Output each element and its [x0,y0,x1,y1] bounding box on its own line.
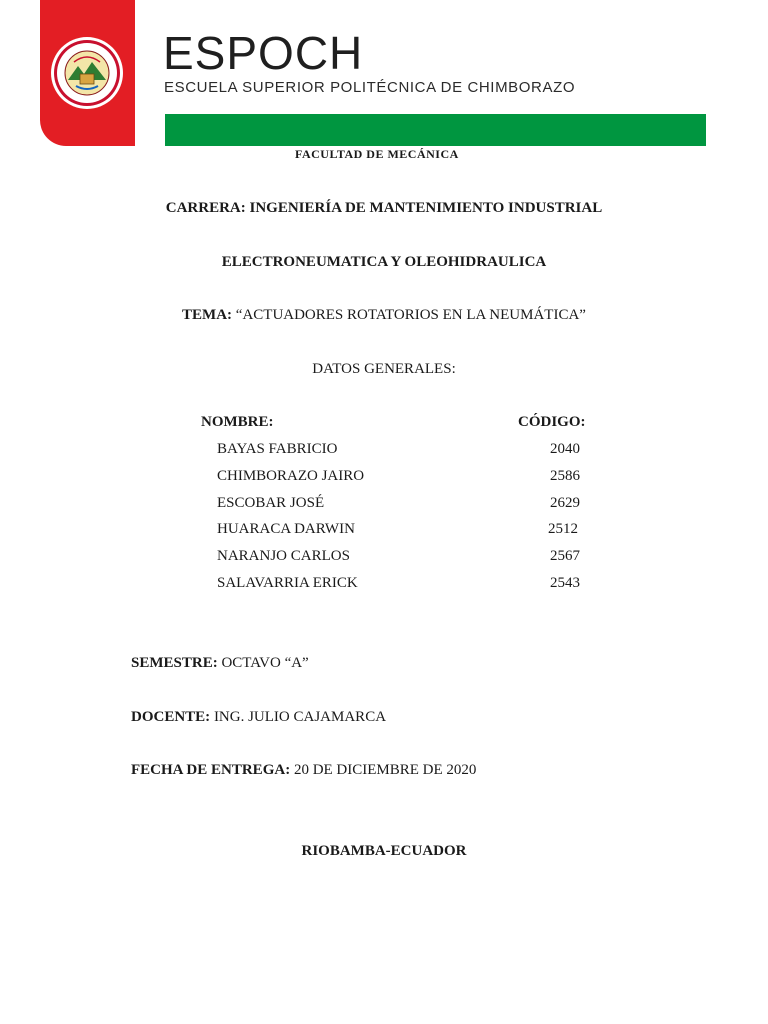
student-name: SALAVARRIA ERICK [217,575,358,591]
topic-line [0,307,768,324]
name-column-header: NOMBRE: [201,414,274,430]
topic-label: TEMA: [182,307,233,323]
student-name: HUARACA DARWIN [217,521,355,537]
delivery-date-value: 20 DE DICIEMBRE DE 2020 [290,762,477,778]
teacher-label: DOCENTE: [131,709,211,725]
brand-subtitle: ESCUELA SUPERIOR POLITÉCNICA DE CHIMBORAZO [164,79,576,96]
student-code: 2543 [550,575,580,591]
header-green-bar [165,114,706,146]
student-code: 2567 [550,548,580,564]
delivery-date-line [131,762,476,779]
topic-value: “ACTUADORES ROTATORIOS EN LA NEUMÁTICA” [232,307,586,323]
student-name: NARANJO CARLOS [217,548,350,564]
teacher-line [131,709,386,726]
student-code: 2512 [548,521,578,537]
student-code: 2586 [550,468,580,484]
university-seal-icon [50,36,124,110]
clipped-heading [295,147,473,161]
general-data-heading: DATOS GENERALES: [312,361,456,377]
semester-line [131,655,309,672]
subject-line: ELECTRONEUMATICA Y OLEOHIDRAULICA [221,254,547,270]
semester-value: OCTAVO “A” [217,655,309,671]
student-name: BAYAS FABRICIO [217,441,338,457]
student-name: ESCOBAR JOSÉ [217,495,325,511]
code-column-header: CÓDIGO: [518,414,586,430]
semester-label: SEMESTRE: [131,655,218,671]
student-code: 2040 [550,441,580,457]
student-name: CHIMBORAZO JAIRO [217,468,365,484]
student-code: 2629 [550,495,580,511]
clipped-heading-text: FACULTAD DE MECÁNICA [295,147,459,161]
location-line: RIOBAMBA-ECUADOR [301,843,467,859]
teacher-value: ING. JULIO CAJAMARCA [210,709,387,725]
delivery-date-label: FECHA DE ENTREGA: [131,762,291,778]
career-line: CARRERA: INGENIERÍA DE MANTENIMIENTO INDUSTRIAL [165,200,603,216]
brand-name: ESPOCH [163,27,364,79]
